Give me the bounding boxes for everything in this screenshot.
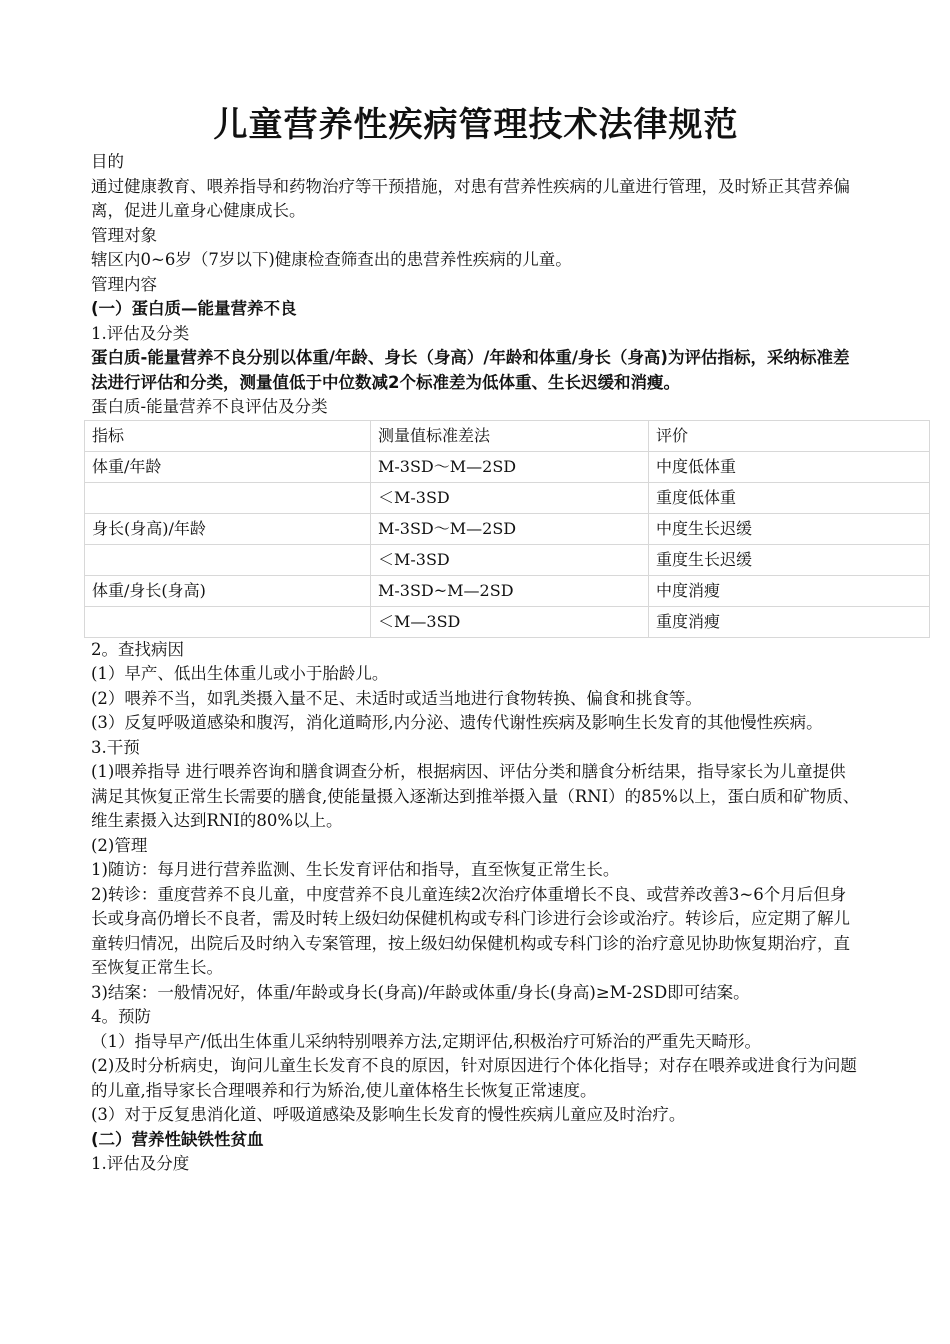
prevent-heading: 4。预防 bbox=[91, 1007, 151, 1026]
table-cell: 体重/身长(身高) bbox=[85, 575, 371, 606]
assess-heading: 1.评估及分类 bbox=[91, 323, 190, 343]
part2-heading: (二）营养性缺铁性贫血 bbox=[91, 1129, 264, 1149]
table-cell: 重度低体重 bbox=[649, 482, 930, 513]
manage-item: 1)随访：每月进行营养监测、生长发育评估和指导，直至恢复正常生长。 bbox=[91, 860, 620, 879]
purpose-text: 通过健康教育、喂养指导和药物治疗等干预措施，对患有营养性疾病的儿童进行管理，及时矫正其营养偏离，促进儿童身心健康成长。 bbox=[91, 176, 850, 220]
table-cell: ＜M-3SD bbox=[371, 482, 649, 513]
table-cell: 体重/年龄 bbox=[85, 451, 371, 482]
cause-item: (2）喂养不当，如乳类摄入量不足、未适时或适当地进行食物转换、偏食和挑食等。 bbox=[91, 688, 702, 708]
table-header-cell: 评价 bbox=[649, 420, 930, 451]
document-title: 儿童营养性疾病管理技术法律规范 bbox=[213, 105, 739, 145]
intervene-item: (1)喂养指导 进行喂养咨询和膳食调查分析，根据病因、评估分类和膳食分析结果，指导家长为儿童提供满足其恢复正常生长需要的膳食,使能量摄入逐渐达到推举摄入量（RNI）的85%以上，蛋白质和矿物质、维生素摄入达到RNI的80%以上。 bbox=[91, 762, 860, 830]
table-cell bbox=[85, 606, 371, 637]
manage-item: 2)转诊：重度营养不良儿童，中度营养不良儿童连续2次治疗体重增长不良、或营养改善3~6个月后但身长或身高仍增长不良者，需及时转上级妇幼保健机构或专科门诊进行会诊或治疗。转诊后，应定期了解儿童转归情况，出院后及时纳入专案管理，按上级妇幼保健机构或专科门诊的治疗意见协助恢复期治疗，直至恢复正常生长。 bbox=[91, 884, 850, 977]
table-header-cell: 指标 bbox=[85, 420, 371, 451]
table-header-row bbox=[85, 420, 930, 451]
table-cell: 中度消瘦 bbox=[649, 575, 930, 606]
table-row bbox=[85, 575, 930, 606]
table-cell: 身长(身高)/年龄 bbox=[85, 513, 371, 544]
table-cell: 中度低体重 bbox=[649, 451, 930, 482]
table-cell: ＜M—3SD bbox=[371, 606, 649, 637]
table-cell: ＜M-3SD bbox=[371, 544, 649, 575]
target-text: 辖区内0~6岁（7岁以下)健康检查筛查出的患营养性疾病的儿童。 bbox=[91, 250, 572, 269]
table-cell: 重度生长迟缓 bbox=[649, 544, 930, 575]
manage-heading: (2)管理 bbox=[91, 835, 148, 855]
table-cell bbox=[85, 482, 371, 513]
assess-text: 蛋白质-能量营养不良分别以体重/年龄、身长（身高）/年龄和体重/身长（身高)为评估指标，采纳标准差法进行评估和分类，测量值低于中位数减2个标准差为低体重、生长迟缓和消瘦。 bbox=[91, 348, 850, 392]
table-header-cell: 测量值标准差法 bbox=[371, 420, 649, 451]
table-cell bbox=[85, 544, 371, 575]
table-row bbox=[85, 513, 930, 544]
classification-table bbox=[84, 420, 930, 638]
table-cell: M-3SD～M—2SD bbox=[371, 513, 649, 544]
prevent-item: (3）对于反复患消化道、呼吸道感染及影响生长发育的慢性疾病儿童应及时治疗。 bbox=[91, 1105, 686, 1124]
part2-assess-heading: 1.评估及分度 bbox=[91, 1154, 190, 1173]
table-row bbox=[85, 451, 930, 482]
intervene-heading: 3.干预 bbox=[91, 737, 140, 757]
table-row bbox=[85, 606, 930, 637]
cause-heading: 2。查找病因 bbox=[91, 639, 184, 659]
cause-item: (1）早产、低出生体重儿或小于胎龄儿。 bbox=[91, 664, 389, 683]
table-cell: 中度生长迟缓 bbox=[649, 513, 930, 544]
document-page bbox=[91, 100, 861, 1177]
manage-item: 3)结案：一般情况好，体重/年龄或身长(身高)/年龄或体重/身长(身高)≥M-2SD即可结案。 bbox=[91, 982, 750, 1002]
table-row bbox=[85, 544, 930, 575]
table-caption: 蛋白质-能量营养不良评估及分类 bbox=[91, 397, 328, 416]
prevent-item: （1）指导早产/低出生体重儿采纳特别喂养方法,定期评估,积极治疗可矫治的严重先天畸形。 bbox=[91, 1031, 762, 1051]
purpose-heading: 目的 bbox=[91, 152, 124, 171]
cause-item: (3）反复呼吸道感染和腹泻，消化道畸形,内分泌、遗传代谢性疾病及影响生长发育的其他慢性疾病。 bbox=[91, 713, 823, 732]
content-heading: 管理内容 bbox=[91, 274, 157, 294]
table-cell: M-3SD～M—2SD bbox=[371, 451, 649, 482]
part1-heading: (一）蛋白质—能量营养不良 bbox=[91, 299, 297, 318]
table-cell: 重度消瘦 bbox=[649, 606, 930, 637]
table-row bbox=[85, 482, 930, 513]
prevent-item: (2)及时分析病史，询问儿童生长发育不良的原因，针对原因进行个体化指导；对存在喂养或进食行为问题的儿童,指导家长合理喂养和行为矫治,使儿童体格生长恢复正常速度。 bbox=[91, 1056, 857, 1100]
table-cell: M-3SD~M—2SD bbox=[371, 575, 649, 606]
target-heading: 管理对象 bbox=[91, 225, 157, 245]
